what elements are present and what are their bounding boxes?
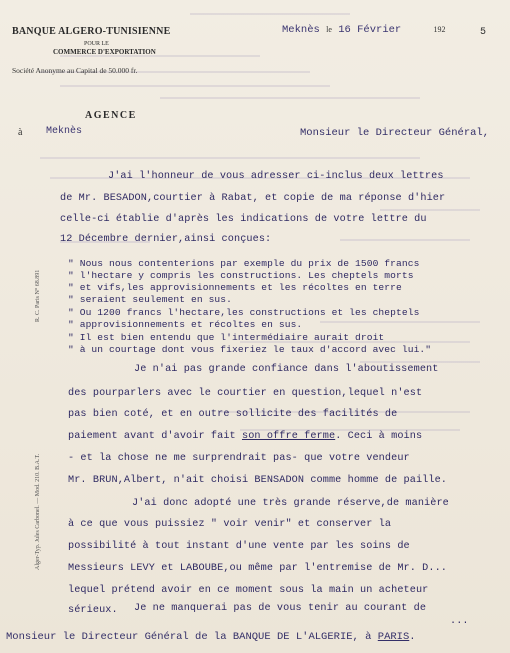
quote-line: " Il est bien entendu que l'intermédiaire aurait droit xyxy=(68,332,385,343)
salutation: Monsieur le Directeur Général, xyxy=(300,127,490,139)
quote-line: " et vifs,les approvisionnements et les récoltes en terre xyxy=(68,282,402,293)
quote-line: " l'hectare y compris les constructions. Les cheptels morts xyxy=(68,270,414,281)
body-text: . Ceci à moins xyxy=(335,431,423,442)
dateline xyxy=(282,24,446,36)
body-line: Je ne manquerai pas de vous tenir au courant de xyxy=(134,603,427,614)
body-line: sérieux. xyxy=(68,605,118,616)
body-line: pas bien coté, et en outre sollicite des facilités de xyxy=(68,409,398,420)
addressee-end: . xyxy=(409,631,416,643)
letterhead-a-label: à xyxy=(18,127,23,138)
quote-line: " approvisionnements et récoltes en sus. xyxy=(68,319,303,330)
continuation-dots: ... xyxy=(450,616,469,627)
quote-line: " seraient seulement en sus. xyxy=(68,294,233,305)
letterhead-bank-name: BANQUE ALGERO-TUNISIENNE xyxy=(12,26,171,37)
letterhead-commerce: COMMERCE D'EXPORTATION xyxy=(53,48,156,56)
letterhead-capital: Société Anonyme au Capital de 50.000 fr. xyxy=(12,66,138,75)
letterhead-agence: AGENCE xyxy=(85,110,137,121)
body-line: 12 Décembre dernier,ainsi conçues: xyxy=(60,234,272,245)
body-line: - et la chose ne me surprendrait pas- que votre vendeur xyxy=(68,453,410,464)
body-line: de Mr. BESADON,courtier à Rabat, et copie de ma réponse d'hier xyxy=(60,193,446,204)
margin-rc-number: R. C. Paris N° 68.891 xyxy=(35,269,41,322)
page-number: 5 xyxy=(480,27,487,38)
body-line: Mr. BRUN,Albert, n'ait choisi BENSADON comme homme de paille. xyxy=(68,475,448,486)
dateline-year: 192 xyxy=(433,25,446,34)
body-line: Je n'ai pas grande confiance dans l'aboutissement xyxy=(134,364,439,375)
body-line: possibilité à tout instant d'une vente par les soins de xyxy=(68,541,410,552)
body-text: paiement avant d'avoir fait xyxy=(68,431,242,442)
quote-line: " Ou 1200 francs l'hectare,les constructions et les cheptels xyxy=(68,307,420,318)
body-line: des pourparlers avec le courtier en question,lequel n'est xyxy=(68,388,423,399)
dateline-city: Meknès xyxy=(282,24,320,36)
addressee-city: PARIS xyxy=(377,631,410,643)
addressee-text: Monsieur le Directeur Général de la BANQUE DE L'ALGERIE, à xyxy=(6,631,378,643)
body-line: à ce que vous puissiez " voir venir" et conserver la xyxy=(68,519,392,530)
dateline-le: le xyxy=(326,25,332,34)
underlined-text: son offre ferme xyxy=(241,431,336,442)
body-line: celle-ci établie d'après les indications de votre lettre du xyxy=(60,214,427,225)
quote-line: " à un courtage dont vous fixeriez le taux d'accord avec lui." xyxy=(68,344,432,355)
body-line xyxy=(68,431,422,442)
dateline-date: 16 Février xyxy=(338,24,402,36)
body-line: J'ai l'honneur de vous adresser ci-inclus deux lettres xyxy=(108,171,444,182)
margin-printer: Alger-Typ. Jules Carbonel. — Mod. 210. B.A.T. xyxy=(35,453,41,570)
quote-line: " Nous nous contenterions par exemple du prix de 1500 francs xyxy=(68,258,420,269)
addressee-footer xyxy=(6,631,416,643)
letterhead-pour-le: POUR LE xyxy=(84,41,109,47)
body-line: J'ai donc adopté une très grande réserve,de manière xyxy=(132,498,449,509)
letterhead-city: Meknès xyxy=(46,126,83,137)
body-line: Messieurs LEVY et LABOUBE,ou même par l'entremise de Mr. D... xyxy=(68,563,448,574)
body-line: lequel prétend avoir en ce moment sous la main un acheteur xyxy=(68,585,429,596)
